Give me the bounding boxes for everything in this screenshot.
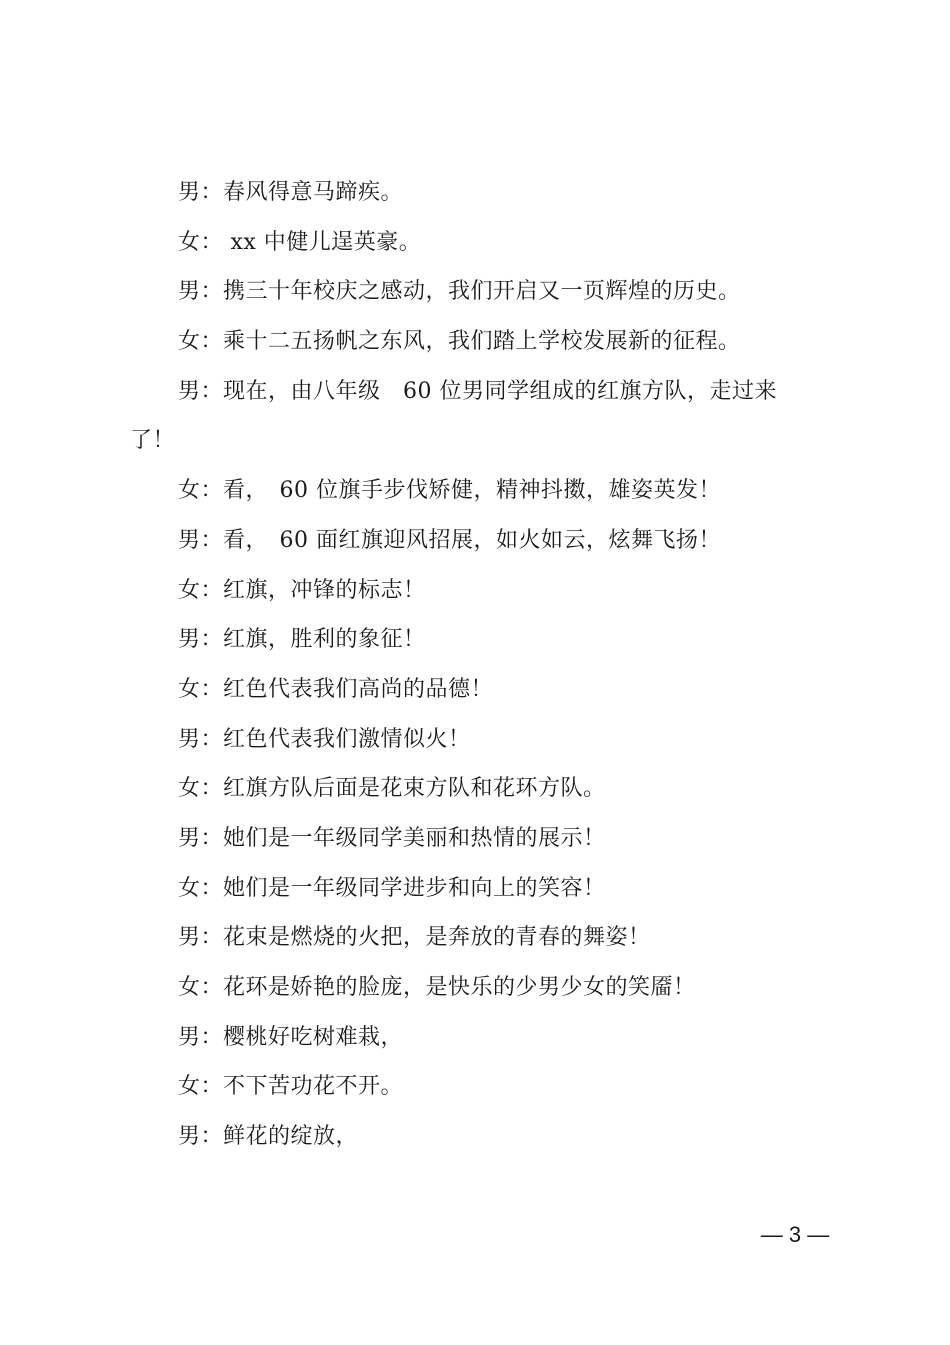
dialogue-line: 男：携三十年校庆之感动，我们开启又一页辉煌的历史。 bbox=[178, 279, 741, 305]
dialogue-line-continuation: 了！ bbox=[130, 428, 176, 454]
dialogue-line: 男：鲜花的绽放， bbox=[178, 1124, 359, 1150]
dialogue-line: 男：红旗，胜利的象征！ bbox=[178, 627, 426, 653]
dialogue-line: 女：不下苦功花不开。 bbox=[178, 1074, 404, 1100]
dialogue-line: 女：花环是娇艳的脸庞，是快乐的少男少女的笑靥！ bbox=[178, 975, 696, 1000]
dialogue-line: 女：红色代表我们高尚的品德！ bbox=[178, 676, 494, 702]
dialogue-line: 男：樱桃好吃树难栽， bbox=[178, 1024, 404, 1050]
dialogue-line: 男：花束是燃烧的火把，是奔放的青春的舞姿！ bbox=[178, 925, 651, 951]
dialogue-line: 女：红旗方队后面是花束方队和花环方队。 bbox=[178, 776, 606, 802]
dialogue-line: 男：看， 60 面红旗迎风招展，如火如云，炫舞飞扬！ bbox=[178, 527, 721, 553]
dialogue-line: 女： xx 中健儿逞英豪。 bbox=[178, 229, 422, 255]
document-body bbox=[130, 168, 810, 1162]
dialogue-line: 男：春风得意马蹄疾。 bbox=[178, 180, 404, 205]
dialogue-line: 女：红旗，冲锋的标志！ bbox=[178, 577, 426, 603]
dialogue-line: 男：红色代表我们激情似火！ bbox=[178, 726, 471, 752]
dialogue-line: 女：看， 60 位旗手步伐矫健，精神抖擞，雄姿英发！ bbox=[178, 478, 721, 504]
dialogue-line: 女：她们是一年级同学进步和向上的笑容！ bbox=[178, 875, 606, 901]
dialogue-line: 男：现在，由八年级 60 位男同学组成的红旗方队，走过来 bbox=[178, 378, 777, 404]
dialogue-line: 男：她们是一年级同学美丽和热情的展示！ bbox=[178, 825, 606, 851]
dialogue-line: 女：乘十二五扬帆之东风，我们踏上学校发展新的征程。 bbox=[178, 329, 741, 355]
page-number: — 3 — bbox=[760, 1222, 830, 1247]
